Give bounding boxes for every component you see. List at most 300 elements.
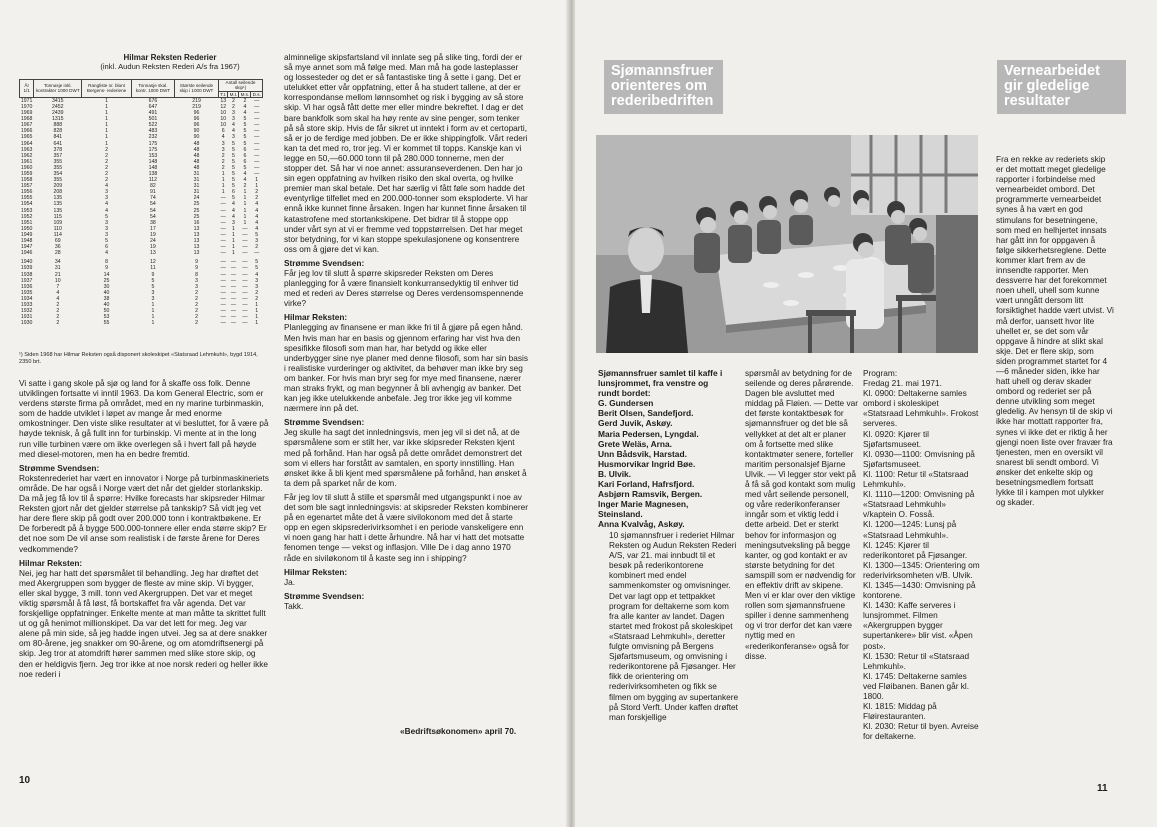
table-cell: 54 bbox=[150, 213, 156, 220]
table-header: M.t. bbox=[229, 91, 238, 97]
table-cell: 5 bbox=[231, 158, 235, 165]
table-cell: 1948 bbox=[20, 238, 33, 245]
table-cell: 3 bbox=[105, 219, 108, 226]
table-cell: 175 bbox=[148, 146, 158, 153]
program-list bbox=[863, 388, 981, 741]
table-cell-empty bbox=[262, 320, 264, 326]
table-cell: 14 bbox=[103, 271, 110, 278]
table-cell: — bbox=[254, 164, 260, 171]
table-cell: 2 bbox=[255, 244, 259, 251]
table-cell: 10 bbox=[220, 116, 227, 123]
table-cell: — bbox=[220, 207, 226, 214]
table-cell: 1969 bbox=[20, 110, 33, 117]
table-cell: — bbox=[254, 134, 260, 141]
paragraph: Ja. bbox=[284, 576, 296, 587]
table-cell: 3 bbox=[151, 295, 155, 302]
table-cell: 1 bbox=[231, 238, 235, 245]
table-cell: 676 bbox=[148, 97, 158, 104]
table-cell: 135 bbox=[53, 195, 63, 202]
table-cell: — bbox=[242, 308, 248, 315]
program-item: Kl. 1100: Retur til «Statsraad Lehmkuhl». bbox=[863, 468, 969, 490]
table-cell: 3415 bbox=[52, 97, 64, 104]
table-cell: 17 bbox=[150, 225, 156, 232]
table-cell: 1970 bbox=[20, 103, 33, 110]
table-cell: 13 bbox=[193, 231, 200, 238]
table-cell: — bbox=[254, 250, 260, 257]
table-cell: — bbox=[230, 301, 237, 308]
table-cell: 30 bbox=[103, 283, 110, 290]
table-cell: 4 bbox=[255, 225, 259, 232]
paragraph: spørsmål av betydning for de seilende og deres pårørende. Dagen ble avsluttet med middag på Fløien. — Dette var det første kontaktbesøk for sjømannsfruer og det ble så vellykket at det alt er planer om å fortsette med slike kontaktmøter senere, forteller maritim personalsjef Bjarne Ulvik. — Vi legger stor vekt på å få så god kontakt som mulig med vårt seilende personell, og våre rederikonferanser inngår som et viktig ledd i dette arbeid. Det er sterkt behov for informasjon og meningsutveksling på begge kanter, og god kontakt er av største betydning for det samspill som er nødvendig for en effektiv drift av skipene. Men vi er klar over den viktige rollen som sjømannsfruene spiller i denne sammenheng og vi tror derfor det kan være nyttig med en «rederikonferanse» også for disse. bbox=[745, 368, 858, 661]
table-cell: 1936 bbox=[20, 283, 33, 290]
table-cell: 135 bbox=[53, 207, 63, 214]
caption-name: Kari Forland, Hafrsfjord. bbox=[598, 479, 695, 490]
table-cell: — bbox=[230, 314, 237, 321]
photo-caption bbox=[598, 368, 726, 530]
page-number-left: 10 bbox=[19, 775, 31, 786]
table-cell: 5 bbox=[151, 277, 155, 284]
table-cell: 1952 bbox=[20, 213, 33, 220]
table-cell: — bbox=[230, 308, 237, 315]
table-cell: — bbox=[220, 231, 226, 238]
table-cell: 1940 bbox=[20, 259, 33, 266]
caption-name: Anna Kvalvåg, Askøy. bbox=[598, 519, 685, 530]
table-cell: 1953 bbox=[20, 207, 33, 214]
table-row bbox=[20, 256, 265, 265]
program-item: Kl. 0920: Kjører til Sjøfartsmuseet. bbox=[863, 428, 929, 449]
table-cell: 1 bbox=[151, 314, 155, 321]
table-cell: 2 bbox=[231, 97, 235, 104]
table-cell: 28 bbox=[54, 250, 61, 257]
table-cell: — bbox=[254, 97, 260, 104]
table-cell: 1 bbox=[151, 301, 155, 308]
program-item: Kl. 1300—1345: Orientering om rederivirksomheten v/B. Ulvik. bbox=[863, 559, 980, 580]
table-cell: 4 bbox=[56, 289, 60, 296]
table-cell: 38 bbox=[103, 295, 110, 302]
table-cell: 13 bbox=[193, 238, 200, 245]
speaker-label: Strømme Svendsen: bbox=[284, 590, 365, 601]
table-cell: 9 bbox=[151, 271, 155, 278]
table-cell: 4 bbox=[255, 201, 259, 208]
speaker-label: Strømme Svendsen: bbox=[284, 257, 365, 268]
table-cell: 3 bbox=[105, 225, 108, 232]
program-item: Kl. 1345—1430: Omvisning på kontorene. bbox=[863, 579, 976, 601]
table-cell: 5 bbox=[231, 183, 235, 190]
table-cell: 1 bbox=[255, 308, 259, 315]
table-cell: 3 bbox=[255, 238, 259, 245]
table-cell: 4 bbox=[231, 201, 235, 208]
table-cell: 50 bbox=[103, 308, 110, 315]
table-cell: 25 bbox=[193, 201, 200, 208]
table-cell: 2 bbox=[255, 289, 259, 296]
table-cell: 1961 bbox=[20, 158, 33, 165]
table-cell: 1949 bbox=[20, 231, 33, 238]
headline-vernearbeidet: Vernearbeidet gir gledelige resultater bbox=[997, 60, 1126, 114]
table-cell: — bbox=[220, 295, 226, 302]
table-cell: 1947 bbox=[20, 244, 33, 251]
table-cell: 82 bbox=[150, 183, 156, 190]
table-cell: 1964 bbox=[20, 140, 33, 147]
table-cell: 135 bbox=[53, 201, 63, 208]
table-cell: 5 bbox=[243, 140, 247, 147]
table-cell: 2 bbox=[195, 320, 198, 327]
fleet-table bbox=[19, 79, 265, 326]
table-cell: 1938 bbox=[20, 271, 33, 278]
table-cell: 153 bbox=[148, 152, 158, 159]
table-cell: 1968 bbox=[20, 116, 33, 123]
table-cell: — bbox=[220, 283, 226, 290]
table-cell: — bbox=[230, 320, 237, 327]
paragraph: Fra en rekke av rederiets skip er det mottatt meget gledelige rapporter i forbindelse med vernearbeidet ombord. Det programmerte vernearbeidet synes å ha vært en god stimulans for besetningene, som med en helhjertet innsats har gått inn for oppgaven å følge sikkerhetsreglene. Dette kommer klart frem av de innsendte rapporter. Men dessverre har det forekommet noen uhell, uhell som kunne vært unngått dersom litt forsiktighet hadde vært utvist. Vi må derfor, uansett hvor lite uhellet er, se det som vår oppgave å hindre at slikt skal skje. Det er flere skip, som siden programmet startet for 4—6 måneder siden, ikke har hatt uhell og derav skader ombord og rederiet ser på denne utvikling som meget gledelig. Av hensyn til de skip vi ikke har mottatt rapporter fra, synes vi ikke det er riktig å her gjengi noen liste over fravær fra tjenesten, men en oversikt vil snarest bli sendt ombord. Vi ønsker det enkelte skip og besetningsmedlem fortsatt lykke til i kampen mot ulykker og skader. bbox=[996, 154, 1114, 508]
table-cell: 3 bbox=[231, 219, 235, 226]
table-cell: 357 bbox=[53, 152, 63, 159]
table-header: Tonnasje inkl. kontrakter 1000 DWT bbox=[34, 80, 82, 98]
table-cell: 19 bbox=[150, 231, 156, 238]
table-cell: — bbox=[242, 283, 248, 290]
table-cell: 5 bbox=[231, 146, 235, 153]
table-cell: — bbox=[220, 225, 226, 232]
table-cell: 31 bbox=[54, 265, 61, 272]
table-cell: — bbox=[220, 250, 226, 257]
table-cell: 4 bbox=[231, 207, 235, 214]
table-cell: 1 bbox=[243, 213, 247, 220]
table-cell: — bbox=[242, 231, 248, 238]
table-cell: 4 bbox=[56, 295, 60, 302]
table-cell: 148 bbox=[148, 158, 158, 165]
table-row bbox=[20, 320, 265, 326]
table-cell: 1 bbox=[151, 308, 155, 315]
table-cell: 5 bbox=[255, 231, 259, 238]
table-cell: 1 bbox=[231, 225, 235, 232]
table-cell: 1 bbox=[221, 177, 225, 184]
table-cell: 109 bbox=[53, 219, 63, 226]
article-column-b bbox=[745, 368, 859, 665]
table-subtitle: (inkl. Audun Reksten Rederi A/s fra 1967) bbox=[100, 62, 240, 71]
table-cell: 12 bbox=[150, 259, 156, 266]
table-cell: 8 bbox=[105, 259, 108, 266]
table-cell: 4 bbox=[243, 177, 247, 184]
table-cell: 115 bbox=[53, 213, 62, 220]
table-cell: 24 bbox=[193, 195, 200, 202]
table-cell: 2 bbox=[243, 97, 247, 104]
table-cell: 5 bbox=[243, 122, 247, 129]
table-cell: — bbox=[254, 128, 260, 135]
article-column-a bbox=[609, 530, 739, 726]
table-cell: 491 bbox=[148, 110, 158, 117]
table-cell: — bbox=[242, 277, 248, 284]
table-cell: 13 bbox=[193, 244, 200, 251]
table-header: Rangliste nr. blant Bergens- rederiene bbox=[82, 80, 132, 98]
table-cell: 40 bbox=[103, 289, 110, 296]
group-photo-image bbox=[596, 135, 978, 353]
table-cell: 4 bbox=[221, 134, 225, 141]
table-cell: 1962 bbox=[20, 152, 33, 159]
table-cell: 5 bbox=[255, 265, 259, 272]
table-cell: 4 bbox=[231, 122, 235, 129]
table-cell: 1 bbox=[231, 244, 235, 251]
table-cell: 2 bbox=[105, 158, 108, 165]
table-cell: 4 bbox=[255, 271, 259, 278]
table-cell: — bbox=[242, 250, 248, 257]
table-cell: 1971 bbox=[20, 97, 33, 104]
table-cell: 6 bbox=[243, 146, 247, 153]
table-cell: 378 bbox=[53, 146, 63, 153]
table-cell: — bbox=[242, 301, 248, 308]
table-cell: 9 bbox=[105, 265, 108, 272]
table-cell: — bbox=[220, 277, 226, 284]
table-cell: 21 bbox=[54, 271, 61, 278]
table-cell: 1 bbox=[105, 134, 108, 141]
table-cell: 1960 bbox=[20, 164, 33, 171]
table-cell: — bbox=[220, 195, 226, 202]
program-item: Kl. 0930—1100: Omvisning på Sjøfartsmuseet. bbox=[863, 448, 975, 469]
table-cell: 5 bbox=[105, 213, 108, 220]
table-cell: 2 bbox=[105, 177, 108, 184]
table-cell: 1 bbox=[221, 171, 225, 178]
table-cell: 4 bbox=[231, 213, 235, 220]
table-cell: 841 bbox=[53, 134, 63, 141]
right-page bbox=[575, 0, 1157, 827]
caption-names bbox=[598, 398, 726, 529]
table-cell: 5 bbox=[243, 128, 247, 135]
table-cell: — bbox=[254, 122, 260, 129]
table-header: T.t. bbox=[220, 91, 227, 97]
table-cell: 641 bbox=[53, 140, 63, 147]
table-cell: 1958 bbox=[20, 177, 33, 184]
table-cell: 74 bbox=[150, 195, 156, 202]
table-cell: — bbox=[220, 219, 226, 226]
table-cell: 1963 bbox=[20, 146, 33, 153]
table-cell: 6 bbox=[243, 158, 247, 165]
table-cell: 1957 bbox=[20, 183, 33, 190]
table-cell: 24 bbox=[150, 238, 156, 245]
table-cell: 1 bbox=[105, 140, 108, 147]
left-column-2 bbox=[284, 52, 528, 615]
table-cell: 483 bbox=[148, 128, 158, 135]
fleet-table-body bbox=[20, 97, 265, 326]
paragraph: Planlegging av finansene er man ikke fri til å gjøre på egen hånd. Men hvis man har en basis og gjennom erfaring har vist hva den spesifikke filosofi som man har, har betydd og ikke eller underbygger sine nye planer med denne filosofi, som har sin basis i realistiske vurderinger og aktivitet, da behøver man ikke bry seg om banker. For hvis man bryr seg for mye med finansene, nærer man straks frykt, og man begynner å bli avhengig av banker. Det kan jeg ikke utelukkende anbefale. Jeg tror ikke jeg vil komme nærmere inn på det. bbox=[284, 322, 528, 414]
table-cell: 2 bbox=[56, 314, 60, 321]
table-cell: 1946 bbox=[20, 250, 33, 257]
table-cell: 25 bbox=[193, 207, 200, 214]
table-cell: 6 bbox=[221, 128, 225, 135]
table-cell: — bbox=[220, 271, 226, 278]
table-cell: 1967 bbox=[20, 122, 33, 129]
table-cell-empty bbox=[262, 256, 264, 265]
table-cell: 16 bbox=[193, 219, 200, 226]
table-cell: 6 bbox=[243, 152, 247, 159]
table-cell: — bbox=[220, 265, 226, 272]
caption-name: Husmorvikar Ingrid Bøe. bbox=[598, 458, 696, 469]
table-cell: 31 bbox=[193, 183, 200, 190]
table-cell: 208 bbox=[53, 189, 63, 196]
table-cell: 1 bbox=[255, 301, 259, 308]
table-cell: 5 bbox=[243, 164, 247, 171]
table-cell: 2 bbox=[56, 308, 60, 315]
table-cell: 1 bbox=[151, 320, 155, 327]
table-cell: — bbox=[254, 116, 260, 123]
table-cell: — bbox=[254, 110, 260, 117]
table-cell: 1935 bbox=[20, 289, 33, 296]
table-header: D.s. bbox=[252, 91, 261, 97]
table-cell: 40 bbox=[103, 301, 110, 308]
table-cell: 4 bbox=[243, 110, 247, 117]
table-cell: 2 bbox=[255, 295, 259, 302]
caption-name: Unn Bådsvik, Harstad. bbox=[598, 448, 687, 459]
table-cell: 1950 bbox=[20, 225, 33, 232]
table-cell: 48 bbox=[193, 152, 200, 159]
table-cell: 31 bbox=[193, 171, 200, 178]
table-cell: 1 bbox=[243, 195, 247, 202]
table-cell: 3 bbox=[231, 134, 235, 141]
table-cell: 31 bbox=[193, 189, 200, 196]
page-number-right: 11 bbox=[1097, 783, 1108, 794]
paragraph: Rokstenrederiet har vært en innovator i Norge på turbinmaskineriets område. De har også i Norge vært det når det gjelder storlankskip. Da må jeg få lov til å spørre: Hvilke forecasts har skipsreder Hilmar Reksten gjort når det gjelder størrelse på tankskip? Så vidt jeg vet har dere flere skip på godt over 200.000 tonn i kontraktbøkene. Er De forberedt på å bygge 500.000-tonnere eller enda større skip? Er det noe som De vil anse som realistisk i de første årene for Deres vedkommende? bbox=[19, 472, 269, 554]
left-page bbox=[0, 0, 570, 827]
table-cell: 5 bbox=[231, 177, 235, 184]
table-cell: 5 bbox=[243, 134, 247, 141]
caption-name: Gerd Juvik, Askøy. bbox=[598, 418, 673, 429]
table-cell: 1315 bbox=[52, 116, 64, 123]
table-cell: 2 bbox=[195, 295, 198, 302]
table-cell: — bbox=[220, 289, 226, 296]
speaker-label: Hilmar Reksten: bbox=[284, 312, 348, 323]
table-cell: 114 bbox=[53, 231, 62, 238]
table-cell: — bbox=[242, 271, 248, 278]
caption-name: Inger Marie Magnesen, Steinsland. bbox=[598, 499, 689, 520]
table-cell: 34 bbox=[54, 259, 61, 266]
program-item: Kl. 1745: Deltakerne samles ved Fløibanen. Banen går kl. 1800. bbox=[863, 670, 970, 701]
caption-name: B. Ulvik. bbox=[598, 468, 632, 479]
table-cell: — bbox=[220, 314, 226, 321]
table-cell: 2 bbox=[243, 183, 247, 190]
table-cell: 48 bbox=[193, 140, 200, 147]
table-cell: 110 bbox=[53, 225, 62, 232]
caption-name: Berit Olsen, Sandefjord. bbox=[598, 408, 694, 419]
table-cell: 2 bbox=[255, 189, 259, 196]
table-cell: 112 bbox=[148, 177, 158, 184]
table-cell: 48 bbox=[193, 158, 200, 165]
table-cell: 1 bbox=[255, 314, 259, 321]
table-cell: 3 bbox=[255, 283, 259, 290]
table-cell: 2 bbox=[105, 152, 108, 159]
table-cell: — bbox=[242, 238, 248, 245]
table-cell: 5 bbox=[231, 171, 235, 178]
table-title-block bbox=[70, 53, 270, 71]
table-cell: — bbox=[254, 103, 260, 110]
table-cell: 1951 bbox=[20, 219, 33, 226]
table-cell: — bbox=[242, 265, 248, 272]
table-header: År 1/1 bbox=[20, 80, 34, 98]
table-cell: 96 bbox=[193, 122, 200, 129]
table-cell: 4 bbox=[255, 207, 259, 214]
table-cell-empty bbox=[262, 97, 264, 104]
table-cell: 1 bbox=[105, 116, 108, 123]
table-cell: 1937 bbox=[20, 277, 33, 284]
table-cell: 3 bbox=[221, 140, 225, 147]
table-cell: 5 bbox=[231, 164, 235, 171]
table-cell: — bbox=[220, 201, 226, 208]
table-cell: 1932 bbox=[20, 308, 33, 315]
table-header: Største seilende skip i 1000 DWT bbox=[175, 80, 219, 98]
table-cell: 138 bbox=[148, 171, 158, 178]
table-cell: 355 bbox=[53, 164, 63, 171]
table-cell: 4 bbox=[243, 103, 247, 110]
table-cell: 6 bbox=[105, 244, 108, 251]
program-item: Kl. 1245: Kjører til rederikontoret på Fjøsanger. bbox=[863, 539, 968, 560]
speaker-label: Hilmar Reksten: bbox=[284, 566, 348, 577]
table-cell: 2 bbox=[56, 320, 60, 327]
table-cell: — bbox=[242, 259, 248, 266]
caption-name: Asbjørn Ramsvik, Bergen. bbox=[598, 489, 703, 500]
table-cell: 354 bbox=[53, 171, 63, 178]
table-cell: 31 bbox=[193, 177, 200, 184]
table-cell: — bbox=[254, 140, 260, 147]
table-cell: 48 bbox=[193, 164, 200, 171]
table-header: Tonnasje skal. kontr. 1000 DWT bbox=[131, 80, 174, 98]
table-cell: 1 bbox=[221, 183, 225, 190]
table-cell: 219 bbox=[192, 103, 201, 110]
table-cell: — bbox=[220, 238, 226, 245]
table-cell: 2 bbox=[105, 164, 108, 171]
table-cell: 2 bbox=[56, 301, 60, 308]
table-cell: 91 bbox=[150, 189, 156, 196]
table-cell: 5 bbox=[231, 152, 235, 159]
table-cell: 1 bbox=[105, 103, 108, 110]
table-cell: 3 bbox=[105, 195, 108, 202]
table-cell: — bbox=[242, 295, 248, 302]
table-cell: 9 bbox=[195, 259, 198, 266]
paragraph: 10 sjømannsfruer i rederiet Hilmar Reksten og Audun Reksten Rederi A/S, var 21. mai innbudt til et besøk på rederikontorene kombinert med endel sammenkomster og omvisninger. Det var lagt opp et tettpakket program for deltakerne som kom fra alle kanter av landet. Dagen startet med frokost på skoleskipet «Statsraad Lehmkuhl», deretter fulgte omvisning på Bergens Sjøfartsmuseum, og omvisning i rederikontorene på Fjøsanger. Her fikk de orientering om rederivirksomheten og fikk se filmen om bygging av supertankere på Stord Verft. Under kaffen drøftet man forskjellige bbox=[609, 530, 739, 722]
table-cell: 8 bbox=[195, 271, 198, 278]
table-cell: 5 bbox=[231, 195, 235, 202]
program-item: Kl. 1200—1245: Lunsj på «Statsraad Lehmkuhl». bbox=[863, 519, 957, 540]
table-cell: 1956 bbox=[20, 189, 33, 196]
table-cell: 1955 bbox=[20, 195, 33, 202]
table-cell: 4 bbox=[231, 128, 235, 135]
table-header: Antall seilende skip¹) bbox=[219, 80, 263, 92]
table-cell: 4 bbox=[105, 207, 108, 214]
table-cell: — bbox=[230, 283, 237, 290]
table-cell: — bbox=[220, 308, 226, 315]
paragraph: Jeg skulle ha sagt det innledningsvis, men jeg vil si det nå, at de spørsmålene som er stilt her, var ikke skipsreder Reksten kjent med på forhånd. Han har også på dette området demonstrert det som vi ellers har forstått av samtalen, en sporty innstilling. Han ønsket ikke å bli kjent med spørsmålene på forhånd, han ønsket å ta dem på sparket når de kom. bbox=[284, 427, 527, 488]
table-cell: 1 bbox=[255, 183, 259, 190]
table-cell: — bbox=[254, 146, 260, 153]
table-cell: 38 bbox=[150, 219, 156, 226]
table-cell: 1 bbox=[105, 128, 108, 135]
table-cell: 48 bbox=[193, 146, 200, 153]
table-cell: 5 bbox=[151, 283, 155, 290]
table-cell: 2 bbox=[195, 301, 198, 308]
table-cell: 3 bbox=[231, 110, 235, 117]
table-cell: 148 bbox=[148, 164, 158, 171]
table-cell: 3 bbox=[231, 116, 235, 123]
table-cell: 69 bbox=[54, 238, 61, 245]
table-cell: 96 bbox=[193, 116, 200, 123]
table-cell: 5 bbox=[231, 140, 235, 147]
program-item: Kl. 0900: Deltakerne samles ombord i skoleskipet «Statsraad Lehmkuhl». Frokost serveres. bbox=[863, 388, 979, 429]
table-cell: — bbox=[230, 277, 237, 284]
table-cell: 90 bbox=[193, 134, 200, 141]
table-title: Hilmar Reksten Rederier bbox=[123, 53, 217, 62]
speaker-label: Strømme Svendsen: bbox=[284, 417, 365, 428]
group-photo bbox=[596, 135, 978, 353]
table-cell: — bbox=[220, 259, 226, 266]
table-cell: 828 bbox=[53, 128, 63, 135]
table-cell: 55 bbox=[103, 320, 110, 327]
table-cell: 2439 bbox=[52, 110, 64, 117]
table-cell: 1954 bbox=[20, 201, 33, 208]
